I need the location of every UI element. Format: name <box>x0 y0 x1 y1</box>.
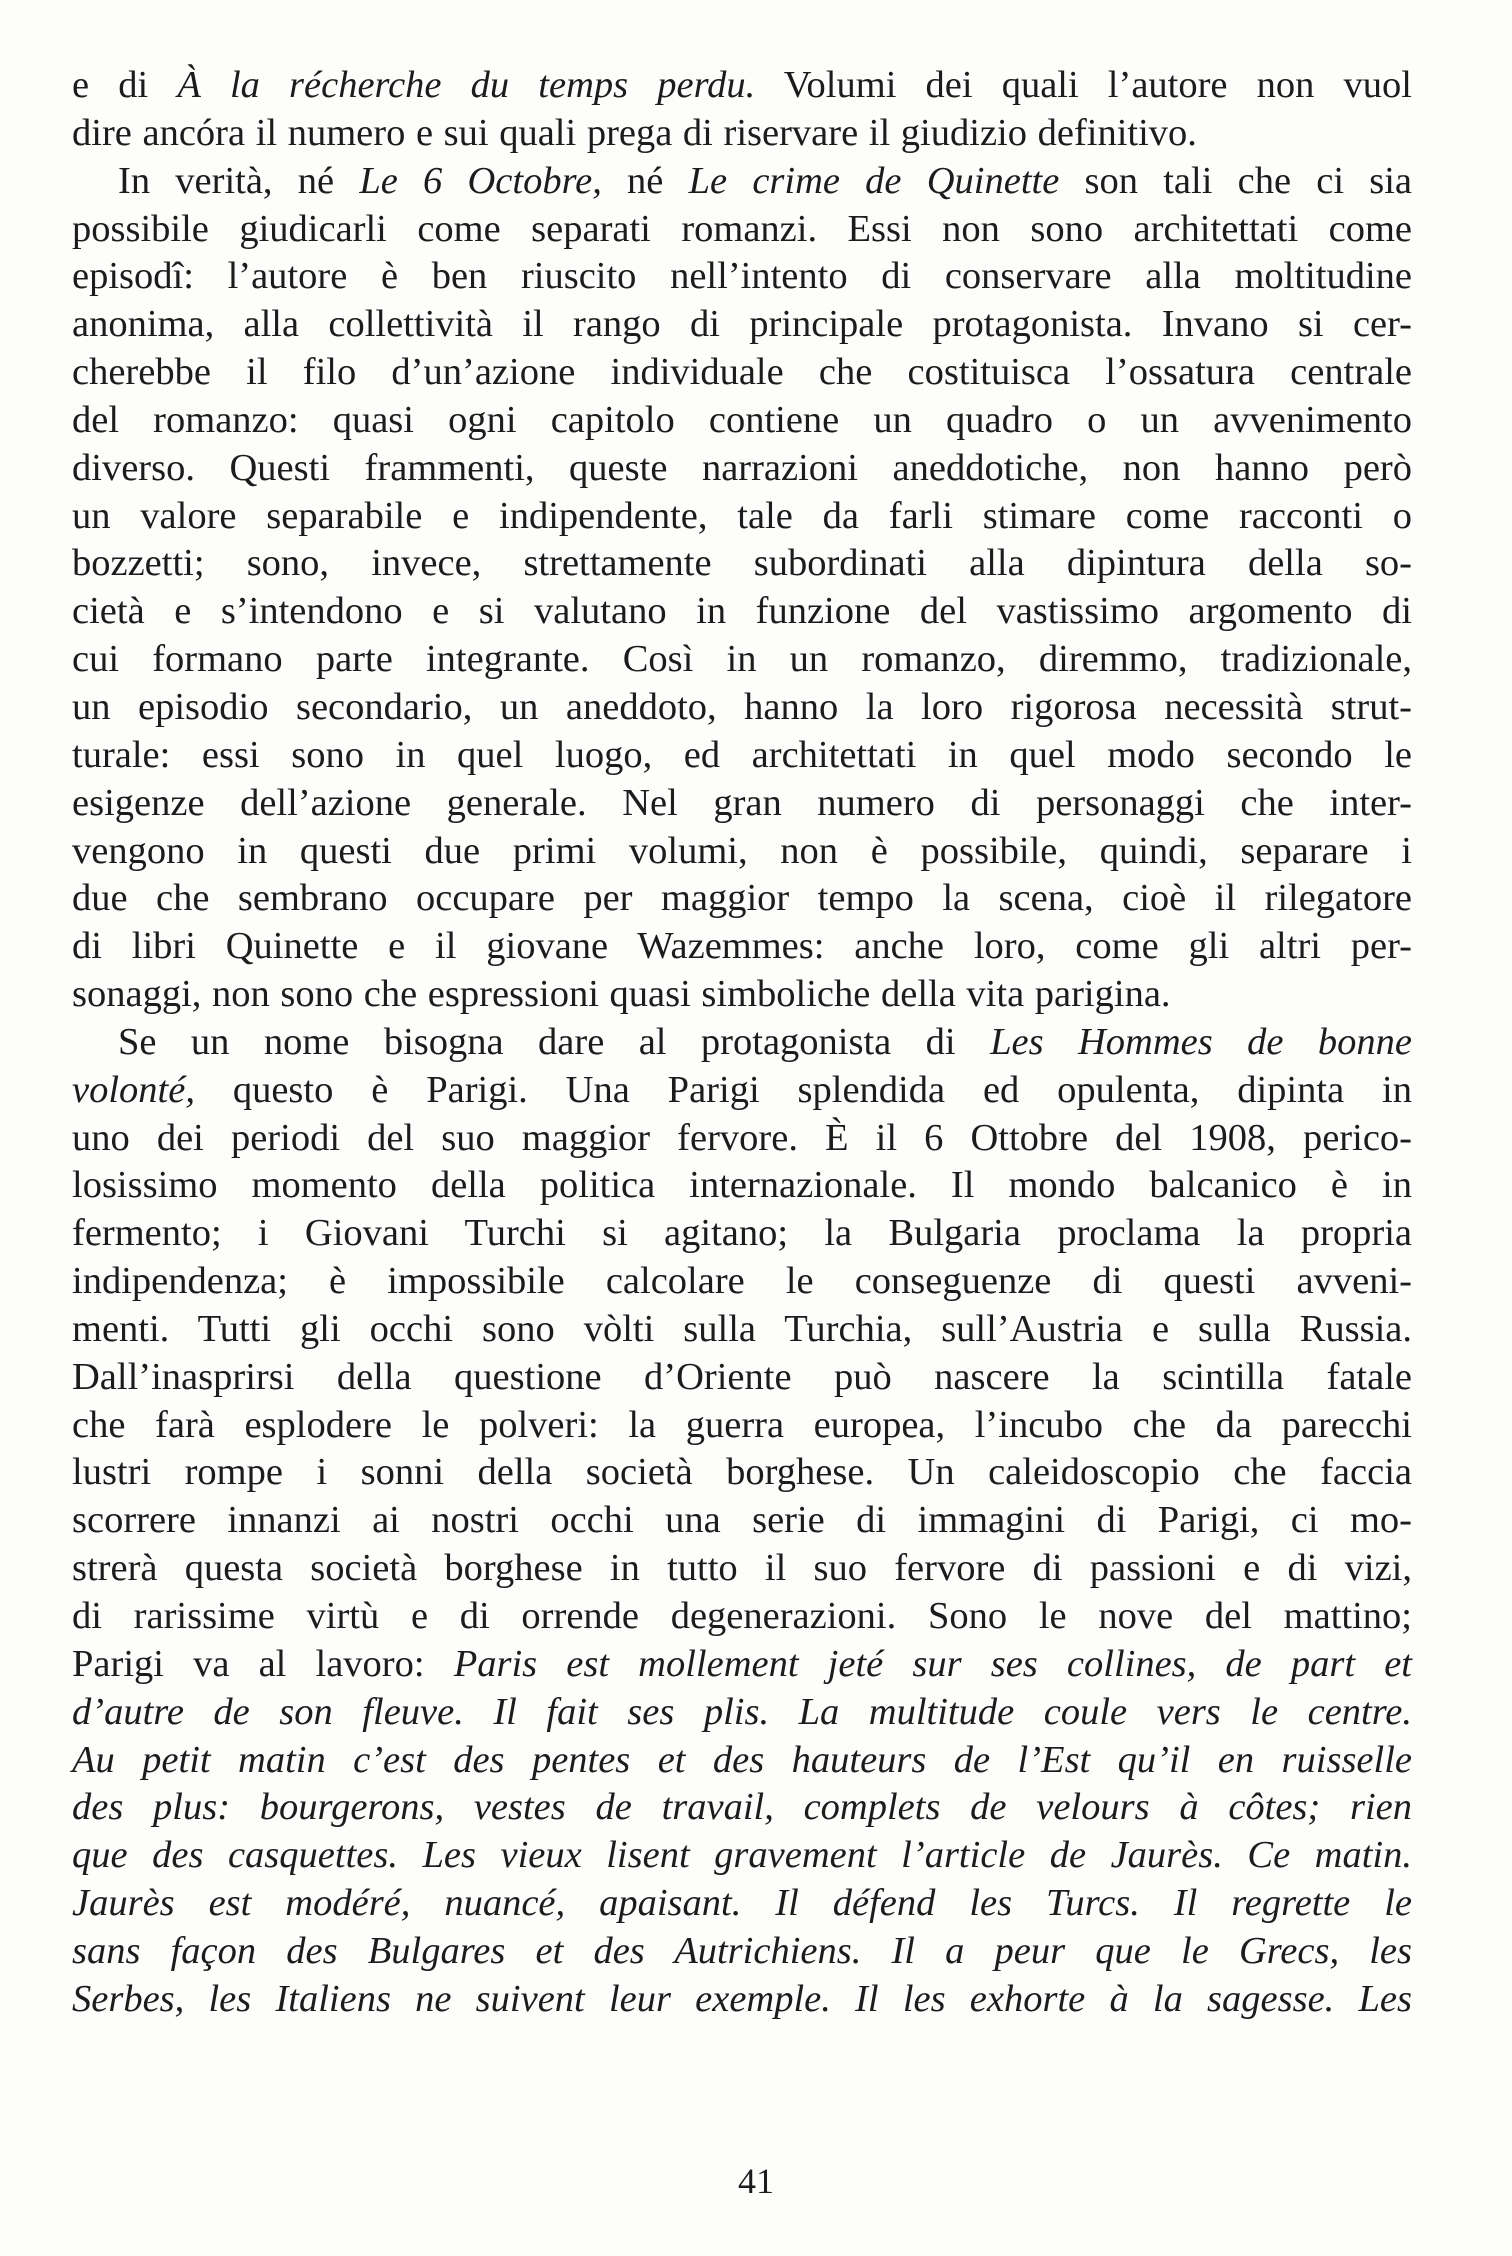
text-line: un valore separabile e indipendente, tale da farli stimare come racconti o <box>72 494 1412 537</box>
text-line: que des casquettes. Les vieux lisent gravement l’article de Jaurès. Ce matin. <box>72 1834 1412 1877</box>
text-line: Jaurès est modéré, nuancé, apaisant. Il défend les Turcs. Il regrette le <box>72 1882 1412 1925</box>
text-line: losissimo momento della politica internazionale. Il mondo balcanico è in <box>72 1164 1412 1207</box>
text-line: indipendenza; è impossibile calcolare le conseguenze di questi avveni- <box>72 1260 1412 1303</box>
text-line: anonima, alla collettività il rango di principale protagonista. Invano si cer- <box>72 303 1412 346</box>
text-line: sonaggi, non sono che espressioni quasi simboliche della vita parigina. <box>72 973 1171 1016</box>
text-line: di libri Quinette e il giovane Wazemmes: anche loro, come gli altri per- <box>72 925 1412 968</box>
text-line: due che sembrano occupare per maggior tempo la scena, cioè il rilegatore <box>72 877 1412 920</box>
text-line: Serbes, les Italiens ne suivent leur exemple. Il les exhorte à la sagesse. Les <box>72 1977 1412 2020</box>
text-line: Dall’inasprirsi della questione d’Oriente può nascere la scintilla fatale <box>72 1355 1412 1398</box>
text-line: Se un nome bisogna dare al protagonista di Les Hommes de bonne <box>118 1020 1412 1063</box>
text-line: episodî: l’autore è ben riuscito nell’intento di conservare alla moltitudine <box>72 255 1412 298</box>
text-line: Au petit matin c’est des pentes et des hauteurs de l’Est qu’il en ruisselle <box>72 1738 1412 1781</box>
text-line: e di À la récherche du temps perdu. Volumi dei quali l’autore non vuol <box>72 64 1412 106</box>
text-line: un episodio secondario, un aneddoto, hanno la loro rigorosa necessità strut- <box>72 685 1412 728</box>
text-line: volonté, questo è Parigi. Una Parigi splendida ed opulenta, dipinta in <box>72 1068 1412 1111</box>
text-line: dire ancóra il numero e sui quali prega di riservare il giudizio definitivo. <box>72 111 1197 154</box>
text-line: strerà questa società borghese in tutto il suo fervore di passioni e di vizi, <box>72 1547 1412 1590</box>
text-line: scorrere innanzi ai nostri occhi una serie di immagini di Parigi, ci mo- <box>72 1499 1412 1542</box>
text-line: In verità, né Le 6 Octobre, né Le crime de Quinette son tali che ci sia <box>118 159 1412 202</box>
text-line: vengono in questi due primi volumi, non è possibile, quindi, separare i <box>72 829 1412 872</box>
text-line: del romanzo: quasi ogni capitolo contiene un quadro o un avvenimento <box>72 398 1412 441</box>
text-line: lustri rompe i sonni della società borghese. Un caleidoscopio che faccia <box>72 1451 1412 1494</box>
text-line: sans façon des Bulgares et des Autrichiens. Il a peur que le Grecs, les <box>72 1929 1412 1972</box>
page-number: 41 <box>738 2161 774 2201</box>
text-line: turale: essi sono in quel luogo, ed architettati in quel modo secondo le <box>72 733 1412 776</box>
text-line: cietà e s’intendono e si valutano in funzione del vastissimo argomento di <box>72 590 1412 633</box>
text-line: fermento; i Giovani Turchi si agitano; la Bulgaria proclama la propria <box>72 1212 1412 1255</box>
text-line: cherebbe il filo d’un’azione individuale che costituisca l’ossatura centrale <box>72 351 1412 394</box>
text-line: possibile giudicarli come separati romanzi. Essi non sono architettati come <box>72 207 1412 250</box>
text-line: di rarissime virtù e di orrende degenerazioni. Sono le nove del mattino; <box>72 1595 1412 1637</box>
text-line: des plus: bourgerons, vestes de travail, complets de velours à côtes; rien <box>72 1786 1412 1829</box>
text-line: Parigi va al lavoro: Paris est mollement jeté sur ses collines, de part et <box>72 1642 1412 1685</box>
text-line: menti. Tutti gli occhi sono vòlti sulla Turchia, sull’Austria e sulla Russia. <box>72 1307 1412 1350</box>
text-line: diverso. Questi frammenti, queste narrazioni aneddotiche, non hanno però <box>72 446 1412 489</box>
text-line: esigenze dell’azione generale. Nel gran numero di personaggi che inter- <box>72 781 1412 824</box>
text-line: bozzetti; sono, invece, strettamente subordinati alla dipintura della so- <box>72 542 1412 585</box>
text-line: che farà esplodere le polveri: la guerra europea, l’incubo che da parecchi <box>72 1403 1412 1446</box>
text-line: cui formano parte integrante. Così in un romanzo, diremmo, tradizionale, <box>72 638 1412 681</box>
body-text <box>72 62 1412 2024</box>
text-line: uno dei periodi del suo maggior fervore. È il 6 Ottobre del 1908, perico- <box>72 1116 1412 1159</box>
text-line: d’autre de son fleuve. Il fait ses plis. La multitude coule vers le centre. <box>72 1690 1412 1733</box>
